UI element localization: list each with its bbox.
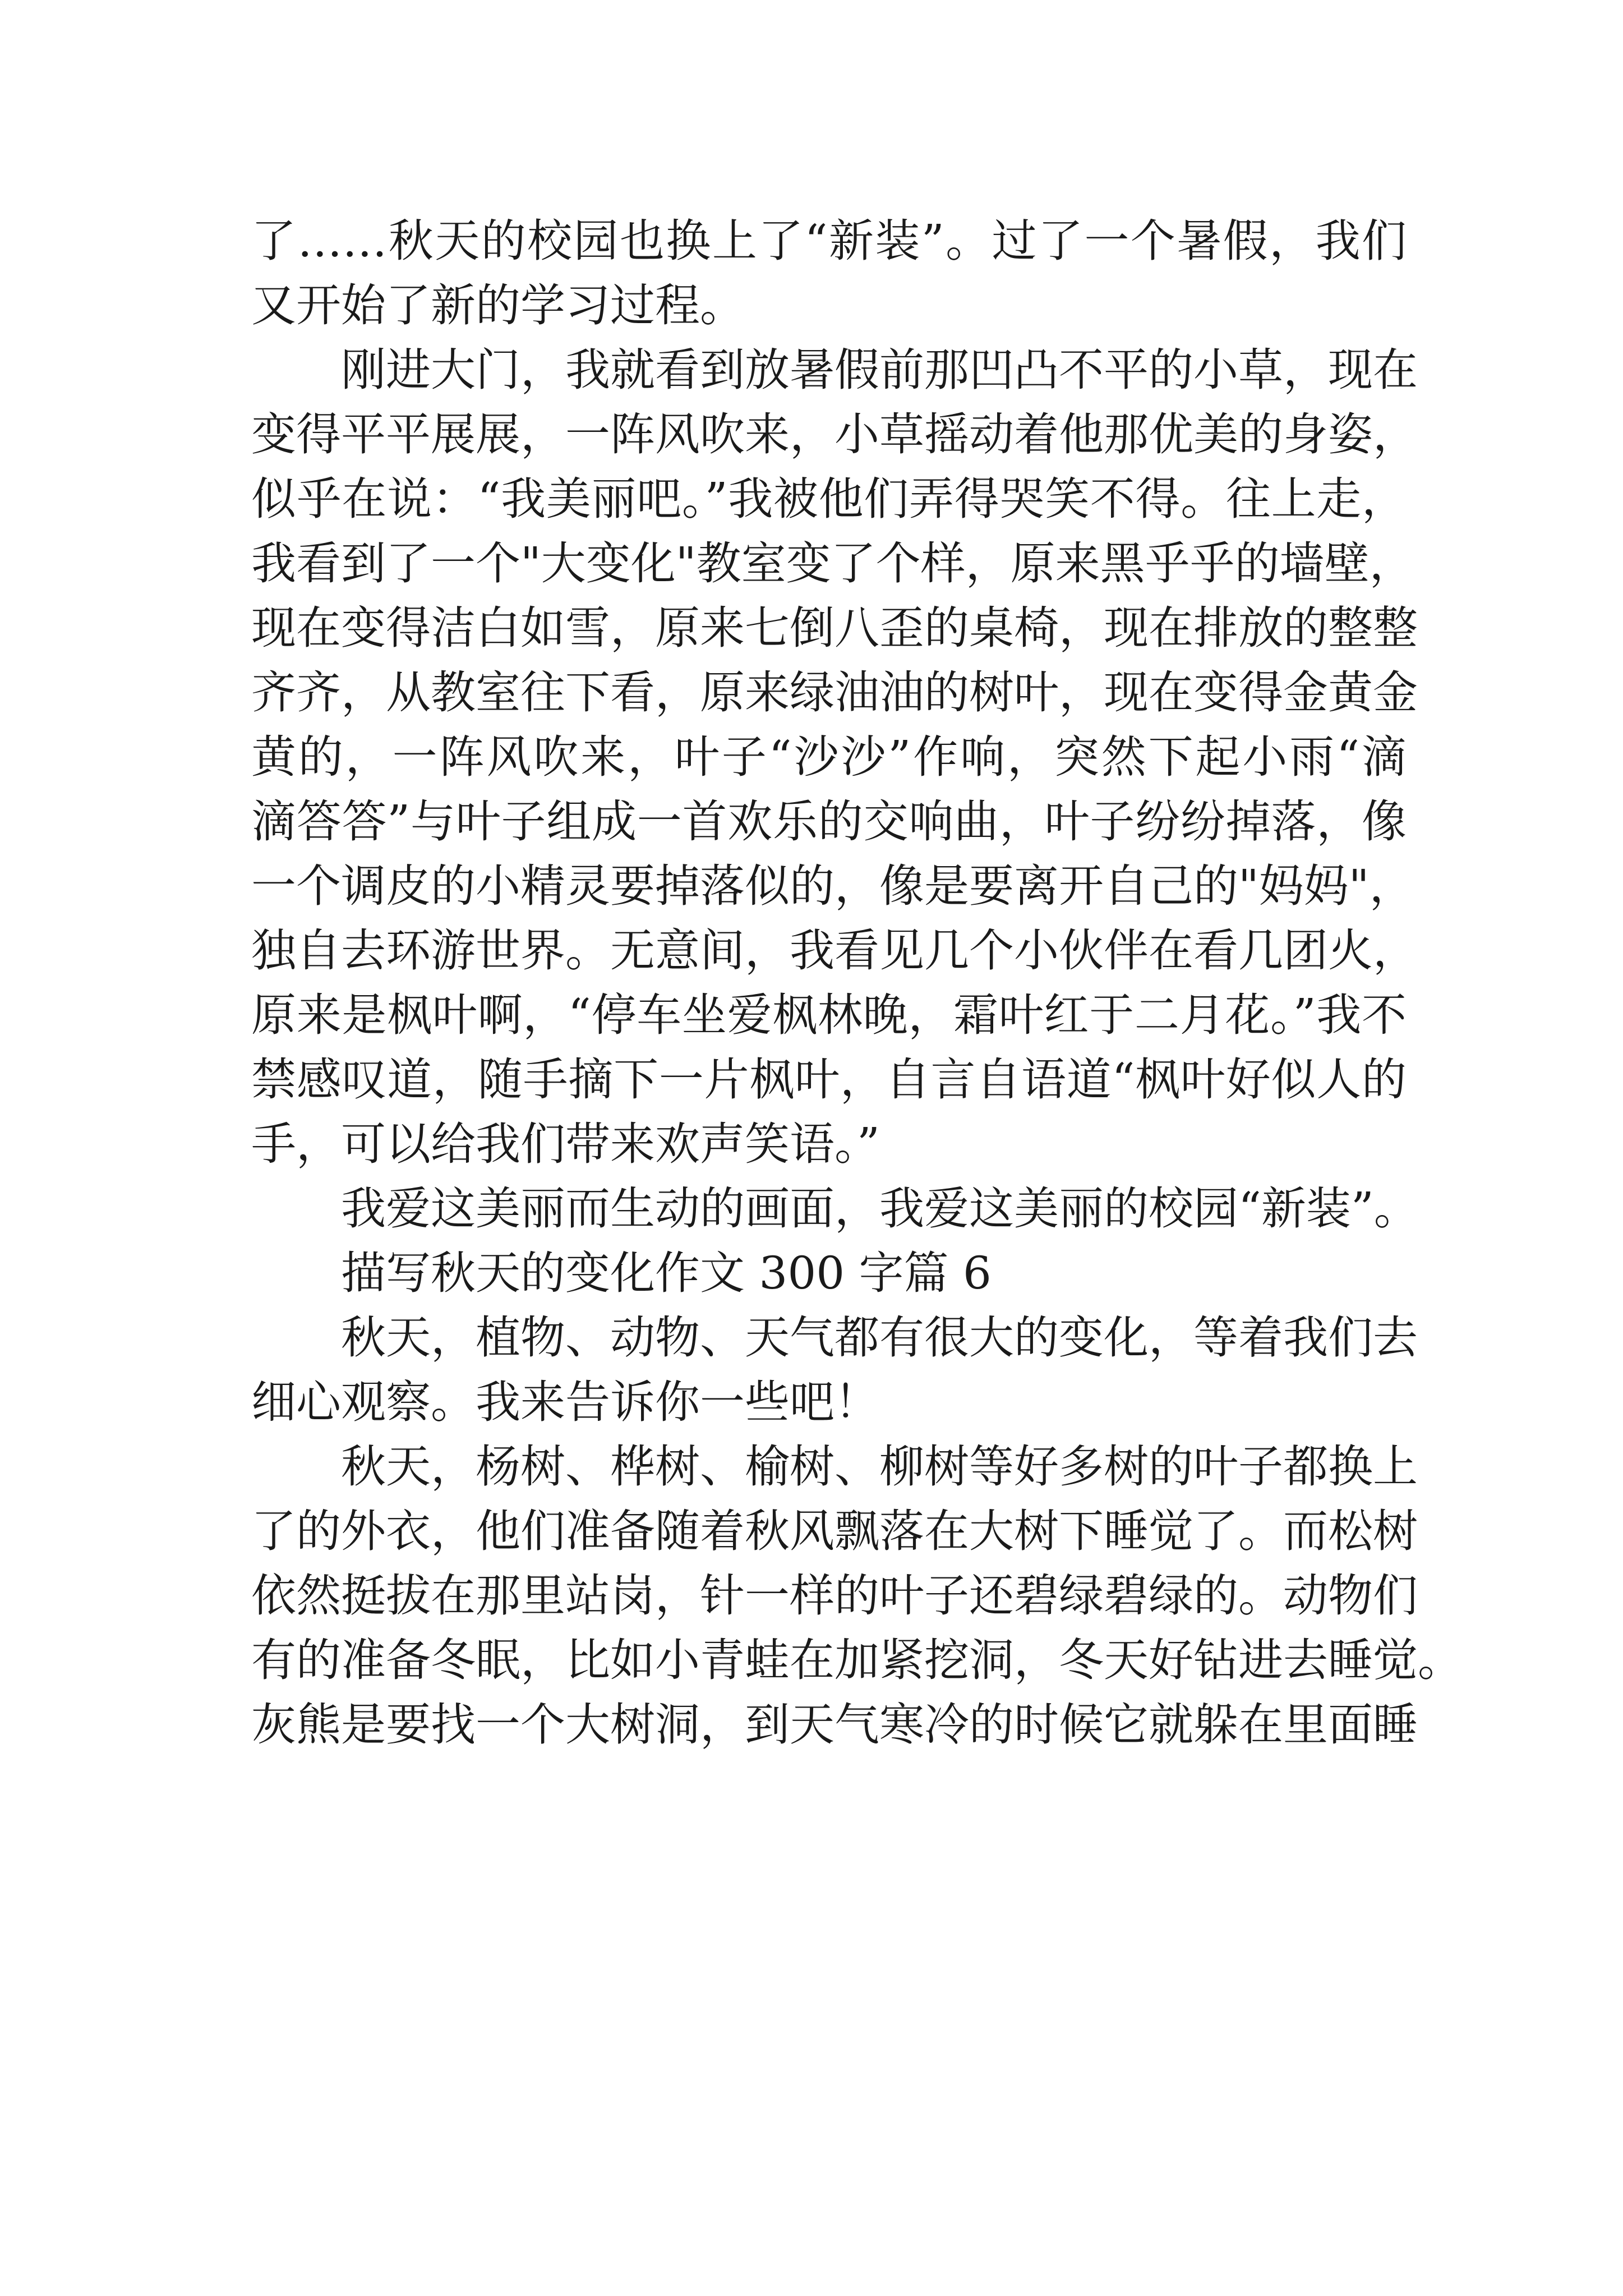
section-heading: 描写秋天的变化作文 300 字篇 6: [341, 1247, 992, 1299]
text-line: 独自去环游世界。无意间，我看见几个小伙伴在看几团火，: [251, 924, 1418, 977]
text-line: 黄的，一阵风吹来，叶子“沙沙”作响，突然下起小雨“滴: [251, 731, 1407, 783]
text-line: 秋天，植物、动物、天气都有很大的变化，等着我们去: [341, 1312, 1418, 1364]
text-line: 原来是枫叶啊，“停车坐爱枫林晚，霜叶红于二月花。”我不: [251, 989, 1407, 1041]
text-line: 了的外衣，他们准备随着秋风飘落在大树下睡觉了。而松树: [251, 1505, 1418, 1557]
text-line: 似乎在说：“我美丽吧。”我被他们弄得哭笑不得。往上走，: [251, 473, 1407, 525]
text-line: 我看到了一个"大变化"教室变了个样，原来黑乎乎的墙壁，: [251, 537, 1414, 590]
text-line: 禁感叹道，随手摘下一片枫叶，自言自语道“枫叶好似人的: [251, 1053, 1407, 1106]
text-line: 依然挺拔在那里站岗，针一样的叶子还碧绿碧绿的。动物们: [251, 1570, 1418, 1622]
text-line: 手，可以给我们带来欢声笑语。”: [251, 1118, 880, 1170]
text-line: 变得平平展展，一阵风吹来，小草摇动着他那优美的身姿，: [251, 408, 1418, 461]
text-line: 齐齐，从教室往下看，原来绿油油的树叶，现在变得金黄金: [251, 666, 1418, 719]
text-line: 又开始了新的学习过程。: [251, 279, 745, 332]
text-line: 了……秋天的校园也换上了“新装”。过了一个暑假，我们: [251, 215, 1407, 267]
document-body: [251, 209, 1463, 1757]
text-line: 有的准备冬眠，比如小青蛙在加紧挖洞，冬天好钻进去睡觉。: [251, 1634, 1463, 1686]
text-line: 细心观察。我来告诉你一些吧！: [251, 1376, 879, 1428]
text-line: 刚进大门，我就看到放暑假前那凹凸不平的小草，现在: [341, 344, 1418, 396]
text-line: 灰熊是要找一个大树洞，到天气寒冷的时候它就躲在里面睡: [251, 1699, 1418, 1751]
text-line: 滴答答”与叶子组成一首欢乐的交响曲，叶子纷纷掉落，像: [251, 795, 1407, 848]
text-line: 我爱这美丽而生动的画面，我爱这美丽的校园“新装”。: [341, 1182, 1419, 1235]
text-line: 一个调皮的小精灵要掉落似的，像是要离开自己的"妈妈"，: [251, 860, 1414, 912]
text-line: 现在变得洁白如雪，原来七倒八歪的桌椅，现在排放的整整: [251, 602, 1418, 654]
text-line: 秋天，杨树、桦树、榆树、柳树等好多树的叶子都换上: [341, 1441, 1418, 1493]
